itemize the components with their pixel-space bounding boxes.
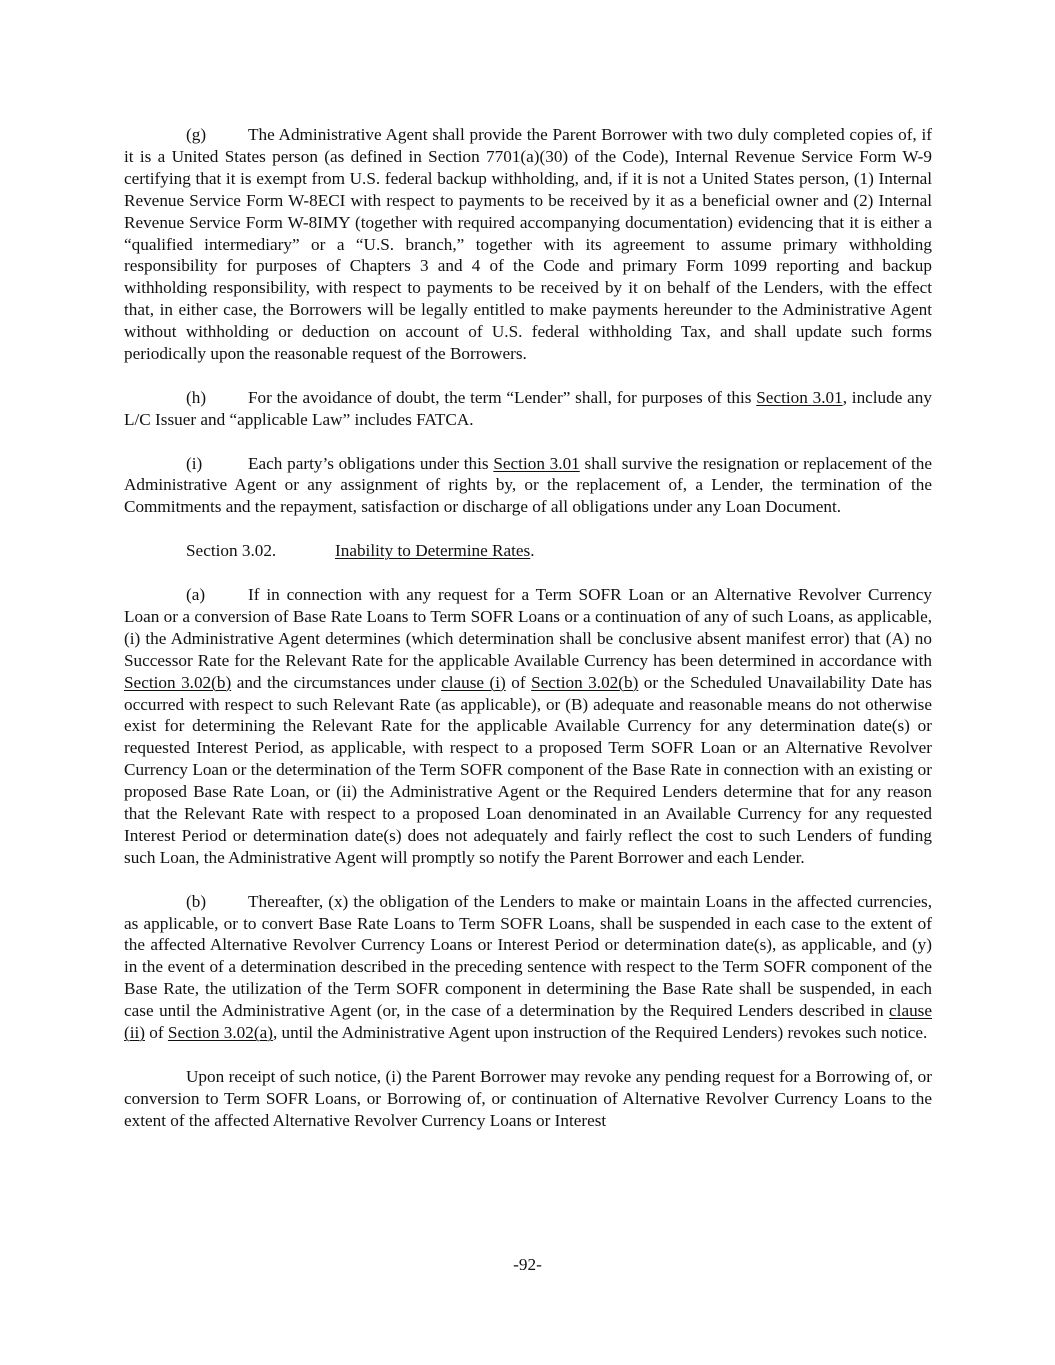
- paragraph-text: of: [145, 1023, 168, 1043]
- section-reference: Section 3.01: [493, 453, 580, 473]
- paragraph-b: [124, 891, 932, 1044]
- paragraph-text: and the circumstances under: [231, 672, 442, 692]
- section-title-punct: .: [530, 541, 535, 561]
- paragraph-text: For the avoidance of doubt, the term “Lender” shall, for purposes of this: [248, 387, 757, 407]
- section-heading: [186, 540, 932, 562]
- paragraph-text: If in connection with any request for a Term SOFR Loan or an Alternative Revolver Currency Loan or a conversion of Base Rate Loans to Term SOFR Loans or a continuation of any of such Loans, as applicable, (i) the Administrative Agent determines (which determination shall be conclusive absent manifest error) that (A) no Successor Rate for the Relevant Rate for the applicable Available Currency has been determined in accordance with: [124, 584, 932, 670]
- section-reference: Section 3.01: [756, 387, 843, 407]
- paragraph-text: Thereafter, (x) the obligation of the Lenders to make or maintain Loans in the affected currencies, as applicable, or to convert Base Rate Loans to Term SOFR Loans, shall be suspended in each case to the extent of the affected Alternative Revolver Currency Loans or Interest Period or determination date(s), as applicable, and (y) in the event of a determination described in the preceding sentence with respect to the Term SOFR component of the Base Rate, the utilization of the Term SOFR component in determining the Base Rate shall be suspended, in each case until the Administrative Agent (or, in the case of a determination by the Required Lenders described in: [124, 891, 932, 1021]
- section-number: Section 3.02.: [186, 541, 277, 561]
- paragraph-text: The Administrative Agent shall provide the Parent Borrower with two duly completed copies of, if it is a United States person (as defined in Section 7701(a)(30) of the Code), Internal Revenue Service Form W-9 certifying that it is exempt from U.S. federal backup withholding, and, if it is not a United States person, (1) Internal Revenue Service Form W-8ECI with respect to payments to be received by it as a beneficial owner and (2) Internal Revenue Service Form W-8IMY (together with required accompanying documentation) evidencing that it is either a “qualified intermediary” or a “U.S. branch,” together with its agreement to assume primary withholding responsibility for purposes of Chapters 3 and 4 of the Code and primary Form 1099 reporting and backup withholding responsibility, with respect to payments to be received by it on behalf of the Lenders, with the effect that, in either case, the Borrowers will be legally entitled to make payments hereunder to the Administrative Agent without withholding or deduction on account of U.S. federal withholding Tax, and shall update such forms periodically upon the reasonable request of the Borrowers.: [124, 125, 932, 364]
- section-reference: Section 3.02(b): [124, 672, 232, 692]
- paragraph-receipt: [124, 1066, 932, 1132]
- paragraph-label: (a): [186, 584, 206, 604]
- paragraph-a: [124, 584, 932, 869]
- paragraph-label: (g): [186, 125, 207, 144]
- page-number: -92-: [513, 1255, 542, 1274]
- paragraph-text: , until the Administrative Agent upon instruction of the Required Lenders) revokes such notice.: [272, 1023, 928, 1043]
- section-reference: Section 3.02(b): [531, 672, 639, 692]
- paragraph-text: shall survive the resignation or replacement of the Administrative Agent or any assignment of rights by, or the replacement of, a Lender, the termination of the Commitments and the repayment, satisfaction or discharge of all obligations under any Loan Document.: [124, 453, 932, 517]
- document-page: [124, 124, 932, 1153]
- paragraph-text: or the Scheduled Unavailability Date has occurred with respect to such Relevant Rate (as applicable), or (B) adequate and reasonable means do not otherwise exist for determining the Relevant Rate for the applicable Available Currency for any determination date(s) or requested Interest Period, as applicable, with respect to a proposed Term SOFR Loan or an Alternative Revolver Currency Loan or the determination of the Term SOFR component of the Base Rate in connection with an existing or proposed Base Rate Loan, or (ii) the Administrative Agent or the Required Lenders determine that for any reason that the Relevant Rate with respect to a proposed Loan denominated in an Available Currency for any requested Interest Period or determination date(s) does not adequately and fairly reflect the cost to such Lenders of funding such Loan, the Administrative Agent will promptly so notify the Parent Borrower and each Lender.: [124, 672, 932, 867]
- paragraph-text: of: [505, 672, 532, 692]
- paragraph-label: (b): [186, 891, 207, 911]
- clause-reference: clause (ii): [124, 1001, 932, 1043]
- paragraph-label: (h): [186, 387, 207, 407]
- paragraph-text: , include any L/C Issuer and “applicable Law” includes FATCA.: [124, 387, 932, 429]
- section-reference: Section 3.02(a): [167, 1023, 273, 1043]
- paragraph-g: [124, 124, 932, 365]
- paragraph-h: [124, 387, 932, 431]
- paragraph-label: (i): [186, 453, 203, 473]
- paragraph-i: [124, 453, 932, 519]
- paragraph-text: Each party’s obligations under this: [248, 453, 494, 473]
- section-title: Inability to Determine Rates: [335, 541, 531, 561]
- clause-reference: clause (i): [441, 672, 506, 692]
- paragraph-text: Upon receipt of such notice, (i) the Parent Borrower may revoke any pending request for a Borrowing of, or conversion to Term SOFR Loans, or Borrowing of, or continuation of Alternative Revolver Currency Loans to the extent of the affected Alternative Revolver Currency Loans or Interest: [124, 1066, 932, 1130]
